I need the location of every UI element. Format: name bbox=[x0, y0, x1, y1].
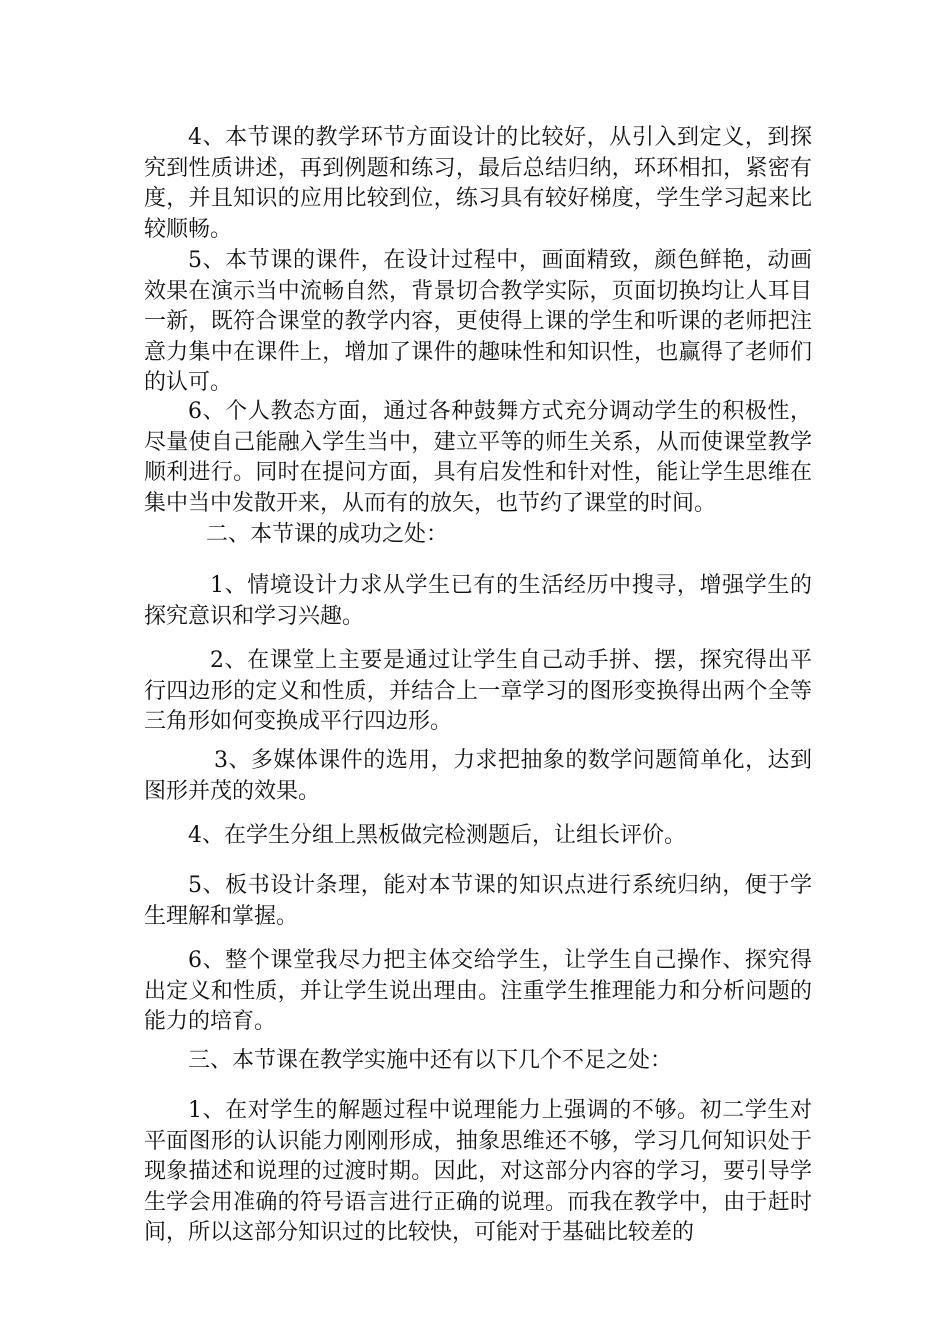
paragraph-point-6: 6、个人教态方面，通过各种鼓舞方式充分调动学生的积极性，尽量使自己能融入学生当中，建立平等的师生关系，从而使课堂教学顺利进行。同时在提问方面，具有启发性和针对性，能让学生思维在集中当中发散开来，从而有的放矢，也节约了课堂的时间。 bbox=[144, 399, 812, 516]
paragraph-point-5: 5、本节课的课件，在设计过程中，画面精致，颜色鲜艳，动画效果在演示当中流畅自然，背景切合教学实际，页面切换均让人耳目一新，既符合课堂的教学内容，更使得上课的学生和听课的老师把注意力集中在课件上，增加了课件的趣味性和知识性，也赢得了老师们的认可。 bbox=[144, 248, 812, 395]
paragraph-point-4: 4、本节课的教学环节方面设计的比较好，从引入到定义，到探究到性质讲述，再到例题和练习，最后总结归纳，环环相扣，紧密有度，并且知识的应用比较到位，练习具有较好梯度，学生学习起来比较顺畅。 bbox=[144, 125, 812, 242]
paragraph-success-1: 1、情境设计力求从学生已有的生活经历中搜寻，增强学生的探究意识和学习兴趣。 bbox=[144, 573, 812, 629]
paragraph-success-3: 3、多媒体课件的选用，力求把抽象的数学问题简单化，达到图形并茂的效果。 bbox=[144, 748, 812, 804]
paragraph-success-4: 4、在学生分组上黑板做完检测题后，让组长评价。 bbox=[188, 823, 686, 848]
paragraph-success-5: 5、板书设计条理，能对本节课的知识点进行系统归纳，便于学生理解和掌握。 bbox=[144, 873, 812, 929]
paragraph-success-2: 2、在课堂上主要是通过让学生自己动手拼、摆，探究得出平行四边形的定义和性质，并结合上一章学习的图形变换得出两个全等三角形如何变换成平行四边形。 bbox=[144, 648, 812, 734]
paragraph-success-6: 6、整个课堂我尽力把主体交给学生，让学生自己操作、探究得出定义和性质，并让学生说出理由。注重学生推理能力和分析问题的能力的培育。 bbox=[144, 948, 812, 1034]
paragraph-shortcoming-1: 1、在对学生的解题过程中说理能力上强调的不够。初二学生对平面图形的认识能力刚刚形成，抽象思维还不够，学习几何知识处于现象描述和说理的过渡时期。因此，对这部分内容的学习，要引导学生学会用准确的符号语言进行正确的说理。而我在教学中，由于赶时间，所以这部分知识过的比较快，可能对于基础比较差的 bbox=[144, 1098, 812, 1245]
section-heading-successes: 二、本节课的成功之处： bbox=[206, 522, 449, 547]
section-heading-shortcomings: 三、本节课在教学实施中还有以下几个不足之处： bbox=[188, 1048, 673, 1073]
